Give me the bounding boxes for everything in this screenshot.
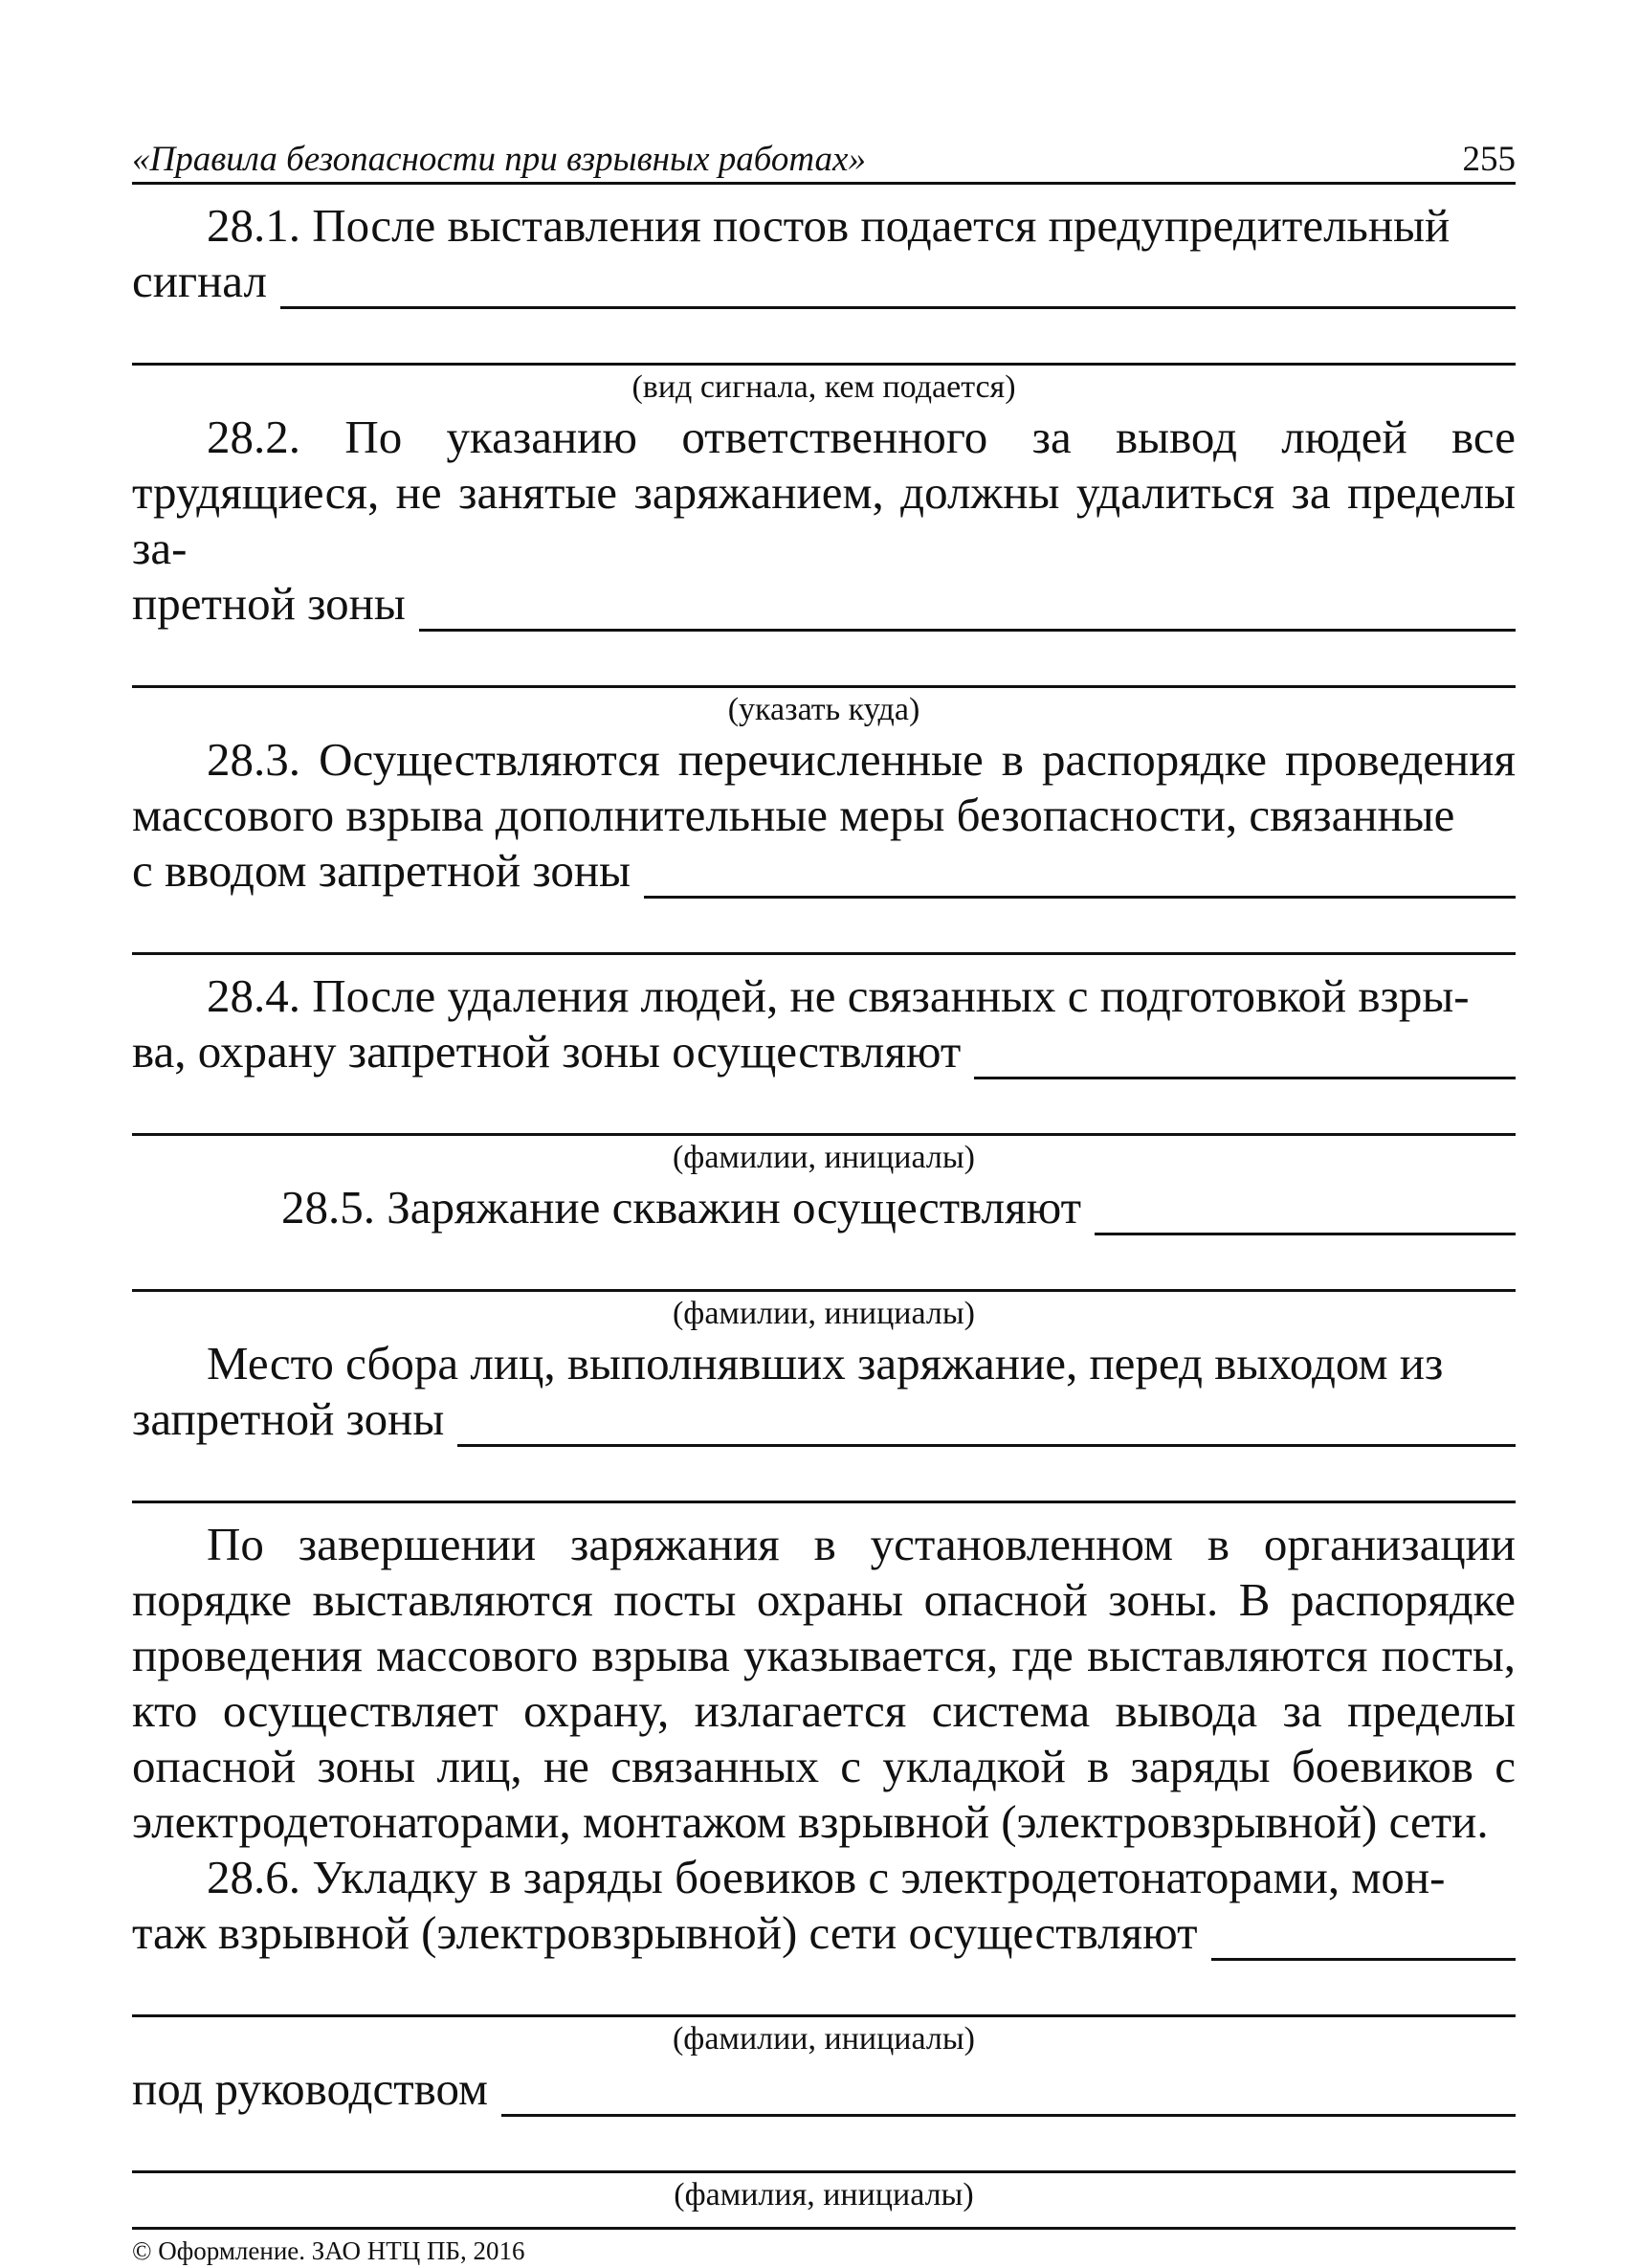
section-28-3-fill-row xyxy=(132,843,1516,899)
destination-caption: (указать куда) xyxy=(727,692,920,727)
measures-fill-line[interactable] xyxy=(644,854,1516,899)
supervisor-caption: (фамилия, инициалы) xyxy=(674,2177,974,2212)
charging-fill-line[interactable] xyxy=(1095,1190,1516,1235)
copyright-footer: © Оформление. ЗАО НТЦ ПБ, 2016 xyxy=(132,2227,1516,2268)
gathering-fill-line[interactable] xyxy=(457,1402,1516,1447)
gathering-blank-line[interactable] xyxy=(132,1447,1516,1503)
supervision-fill-row xyxy=(132,2061,1516,2117)
section-28-2-text: 28.2. По указанию ответственного за вывод людей все трудящиеся, не занятые заряжанием, должны удалиться за пределы за- xyxy=(132,411,1516,574)
section-28-4-label: ва, охрану запретной зоны осуществляют xyxy=(132,1025,962,1078)
section-28-5-fill-row xyxy=(132,1180,1516,1235)
gathering-text: Место сбора лиц, выполнявших заряжание, перед выходом из xyxy=(207,1337,1444,1390)
section-28-1-label: сигнал xyxy=(132,255,267,307)
section-28-3-text: 28.3. Осуществляются перечисленные в распорядке проведения массового взрыва дополнительные меры безопасности, связанные xyxy=(132,733,1516,841)
destination-fill-line[interactable] xyxy=(419,587,1516,632)
installation-caption: (фамилии, инициалы) xyxy=(672,2021,975,2057)
destination-blank-line[interactable] xyxy=(132,632,1516,688)
header-title: «Правила безопасности при взрывных работах» xyxy=(132,140,866,179)
document-page xyxy=(132,124,1516,2268)
supervisor-blank-line[interactable] xyxy=(132,2117,1516,2173)
guard-caption: (фамилии, инициалы) xyxy=(672,1140,975,1175)
section-28-4-fill-row xyxy=(132,1024,1516,1079)
gathering-fill-row xyxy=(132,1391,1516,1447)
charging-caption: (фамилии, инициалы) xyxy=(672,1296,975,1331)
signal-blank-line[interactable] xyxy=(132,309,1516,366)
completion-paragraph: По завершении заряжания в установленном в организации порядке выставляются посты охраны опасной зоны. В распорядке проведения массового взрыва указывается, где выставляются посты, кто осуществляет охрану, излагается система вывода за пределы опасной зоны лиц, не связанных с укладкой в заряды боевиков с электродетонаторами, монтажом взрывной (электровзрывной) сети. xyxy=(132,1518,1516,1848)
section-28-6-label: таж взрывной (электровзрывной) сети осуществляют xyxy=(132,1906,1198,1959)
section-28-1-fill-row xyxy=(132,254,1516,309)
supervisor-fill-line[interactable] xyxy=(501,2072,1516,2117)
installation-blank-line[interactable] xyxy=(132,1961,1516,2017)
section-28-6-fill-row xyxy=(132,1905,1516,1961)
page-number: 255 xyxy=(1462,140,1516,179)
signal-fill-line[interactable] xyxy=(280,264,1516,309)
measures-blank-line[interactable] xyxy=(132,899,1516,955)
section-28-2-fill-row xyxy=(132,576,1516,632)
section-28-4-text: 28.4. После удаления людей, не связанных с подготовкой взры- xyxy=(207,969,1470,1022)
running-header xyxy=(132,124,1516,185)
section-28-2-label: претной зоны xyxy=(132,577,406,630)
section-28-1-text: 28.1. После выставления постов подается предупредительный xyxy=(207,199,1451,252)
section-28-3-label: с вводом запретной зоны xyxy=(132,844,631,897)
charging-blank-line[interactable] xyxy=(132,1235,1516,1292)
guard-fill-line[interactable] xyxy=(974,1034,1516,1079)
section-28-6-text: 28.6. Укладку в заряды боевиков с электродетонаторами, мон- xyxy=(207,1851,1446,1903)
gathering-label: запретной зоны xyxy=(132,1392,445,1445)
installation-fill-line[interactable] xyxy=(1211,1916,1516,1961)
supervision-label: под руководством xyxy=(132,2062,489,2115)
guard-blank-line[interactable] xyxy=(132,1079,1516,1136)
signal-caption: (вид сигнала, кем подается) xyxy=(631,369,1016,405)
section-28-5-label: 28.5. Заряжание скважин осуществляют xyxy=(281,1181,1082,1234)
